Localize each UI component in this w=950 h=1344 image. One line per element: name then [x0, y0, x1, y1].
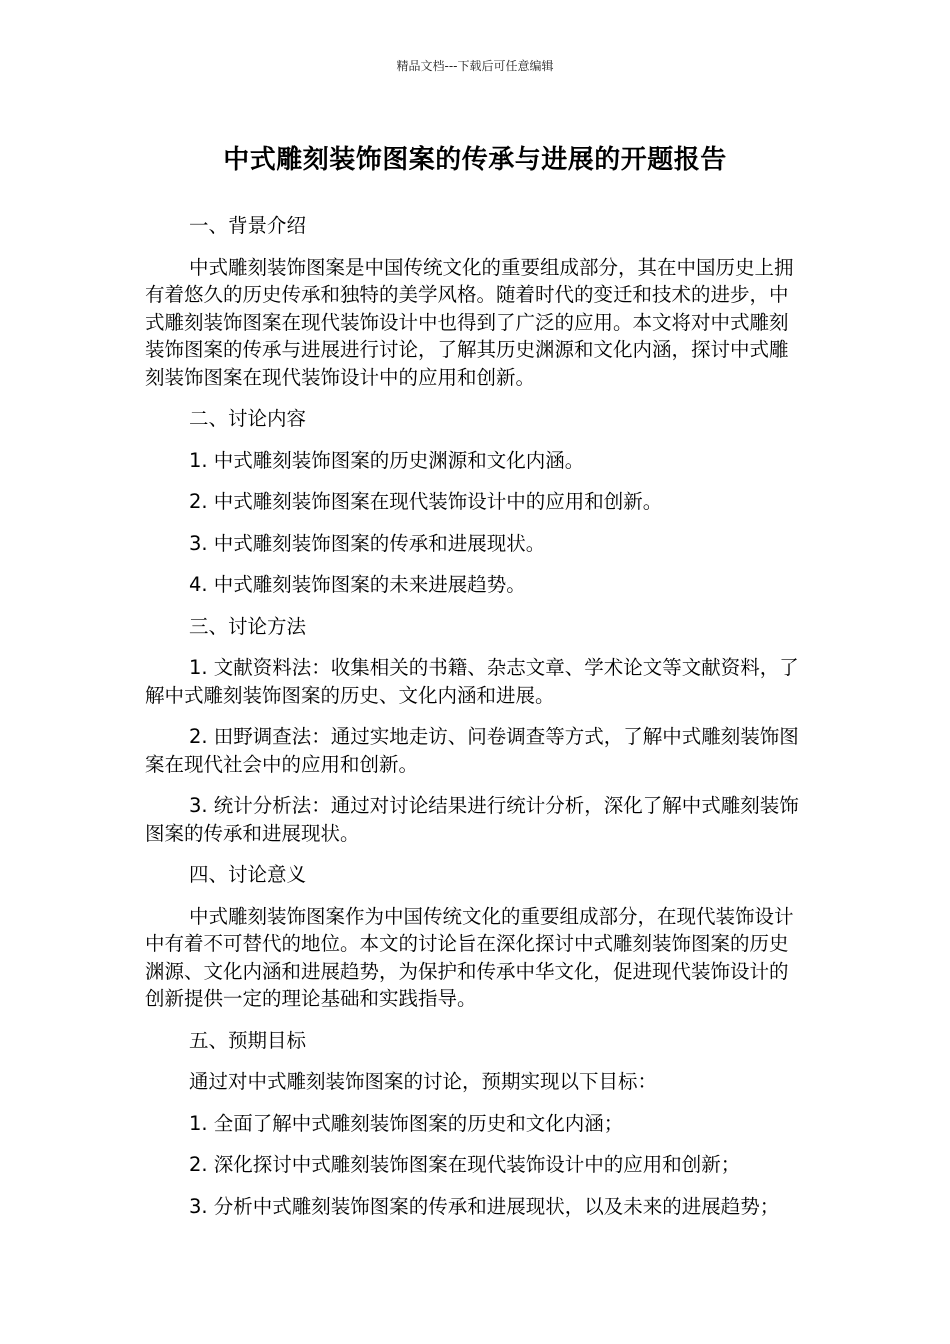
list-item: 4. 中式雕刻装饰图案的未来进展趋势。 — [189, 573, 526, 596]
section-heading-methods: 三、讨论方法 — [189, 614, 307, 638]
list-item: 2. 田野调查法：通过实地走访、问卷调查等方式，了解中式雕刻装饰图案在现代社会中的应用和创新。 — [145, 725, 799, 776]
list-item: 1. 全面了解中式雕刻装饰图案的历史和文化内涵； — [189, 1111, 624, 1135]
paragraph-background: 中式雕刻装饰图案是中国传统文化的重要组成部分，其在中国历史上拥有着悠久的历史传承和独特的美学风格。随着时代的变迁和技术的进步，中式雕刻装饰图案在现代装饰设计中也得到了广泛的应用。本文将对中式雕刻装饰图案的传承与进展进行讨论，了解其历史渊源和文化内涵，探讨中式雕刻装饰图案在现代装饰设计中的应用和创新。 — [145, 255, 794, 389]
section-heading-content: 二、讨论内容 — [189, 407, 307, 430]
paragraph-goals-intro: 通过对中式雕刻装饰图案的讨论，预期实现以下目标： — [189, 1070, 658, 1093]
paragraph-significance: 中式雕刻装饰图案作为中国传统文化的重要组成部分，在现代装饰设计中有着不可替代的地位。本文的讨论旨在深化探讨中式雕刻装饰图案的历史渊源、文化内涵和进展趋势，为保护和传承中华文化，促进现代装饰设计的创新提供一定的理论基础和实践指导。 — [145, 904, 794, 1010]
document-title: 中式雕刻装饰图案的传承与进展的开题报告 — [223, 145, 727, 175]
list-item: 3. 统计分析法：通过对讨论结果进行统计分析，深化了解中式雕刻装饰图案的传承和进展现状。 — [145, 794, 799, 845]
list-item: 1. 文献资料法：收集相关的书籍、杂志文章、学术论文等文献资料，了解中式雕刻装饰图案的历史、文化内涵和进展。 — [145, 656, 799, 707]
section-heading-background: 一、背景介绍 — [189, 214, 307, 237]
document-body — [145, 212, 800, 1234]
section-heading-goals: 五、预期目标 — [189, 1028, 307, 1052]
list-item: 3. 中式雕刻装饰图案的传承和进展现状。 — [189, 531, 546, 555]
list-item: 2. 深化探讨中式雕刻装饰图案在现代装饰设计中的应用和创新； — [189, 1153, 741, 1176]
list-item: 2. 中式雕刻装饰图案在现代装饰设计中的应用和创新。 — [189, 490, 663, 513]
list-item: 3. 分析中式雕刻装饰图案的传承和进展现状，以及未来的进展趋势； — [189, 1194, 780, 1218]
list-item: 1. 中式雕刻装饰图案的历史渊源和文化内涵。 — [189, 448, 585, 472]
header-note: 精品文档---下载后可任意编辑 — [396, 59, 554, 73]
section-heading-significance: 四、讨论意义 — [189, 863, 307, 886]
